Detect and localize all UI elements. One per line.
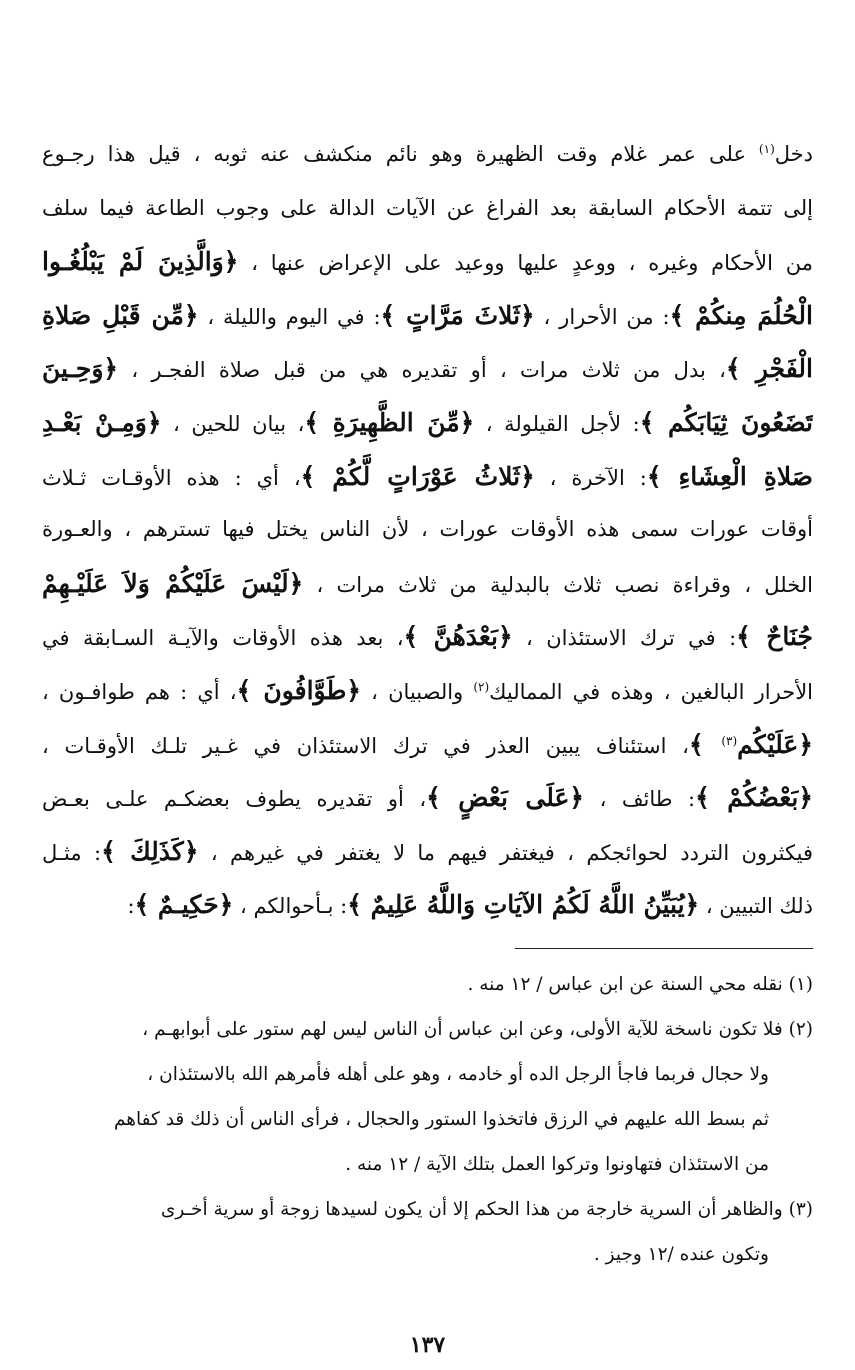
commentary-text: : مثـل	[42, 840, 102, 865]
text-line	[42, 182, 813, 236]
commentary-text: أوقات عورات سمى هذه الأوقات عورات ، لأن الناس يختل فيها تسترهم ، والعـورة	[42, 517, 813, 542]
quran-verse: الْفَجْرِ ﴾	[725, 354, 813, 384]
text-line	[42, 235, 813, 289]
text-line	[42, 557, 813, 611]
quran-verse: ﴿لَيْسَ عَلَيْكُمْ وَلاَ عَلَيْـهِمْ	[42, 568, 304, 598]
commentary-text: ، أي : هم طوافـون ،	[42, 679, 237, 704]
quran-verse: ﴿عَلَى بَعْضٍ ﴾	[426, 783, 585, 813]
commentary-text: ، بعد هذه الأوقات والآيـة السـابقة في	[42, 626, 404, 651]
text-line	[42, 342, 813, 396]
footnote: (٢) فلا تكون ناسخة للآية الأولى، وعن ابن عباس أن الناس ليس لهم ستور على أبوابهـم ،	[142, 1019, 813, 1040]
commentary-text: ، أو تقديره يطوف بعضكـم علـى بعـض	[42, 787, 427, 812]
quran-verse: ﴿طَوَّافُونَ ﴾	[236, 675, 362, 705]
commentary-text: ، أي : هذه الأوقـات ثـلاث	[42, 465, 301, 490]
quran-verse: ﴿كَذَلِكَ ﴾	[101, 836, 199, 866]
quran-verse: ﴿بَعْدَهُنَّ ﴾	[403, 622, 513, 652]
quran-verse: ﴿وَحِـينَ	[42, 354, 119, 384]
text-line	[42, 450, 813, 504]
quran-verse: ﴿حَكِيـمٌ ﴾	[134, 890, 234, 920]
text-line	[42, 128, 813, 182]
text-line	[42, 718, 813, 772]
text-line	[42, 610, 813, 664]
quran-verse: ﴿ثَلاثَ مَرَّاتٍ ﴾	[380, 300, 535, 330]
text-line	[42, 289, 813, 343]
text-line	[42, 825, 813, 879]
quran-verse: صَلاةِ الْعِشَاءِ ﴾	[646, 461, 813, 491]
quran-verse: ﴿وَالَّذِينَ لَمْ يَبْلُغُـوا	[42, 247, 239, 277]
text-line	[42, 878, 813, 932]
quran-verse: ﴿مِّنَ الظَّهِيرَةِ ﴾	[304, 407, 475, 437]
quran-verse: ﴿وَمِـنْ بَعْـدِ	[42, 407, 162, 437]
commentary-text: : في اليوم والليلة ،	[198, 304, 381, 329]
quran-verse: ﴿ثَلاثُ عَوْرَاتٍ لَّكُمْ ﴾	[300, 461, 535, 491]
quran-verse: الْحُلُمَ مِنكُمْ ﴾	[669, 300, 813, 330]
commentary-text: الخلل ، وقراءة نصب ثلاث بالبدلية من ثلاث مرات ،	[303, 572, 813, 597]
quran-verse: تَضَعُونَ ثِيَابَكُم ﴾	[639, 407, 813, 437]
commentary-text: والصبيان ،	[361, 679, 474, 704]
commentary-text: : لأجل القيلولة ،	[474, 411, 640, 436]
footnote: (٣) والظاهر أن السرية خارجة من هذا الحكم إلا أن يكون لسيدها زوجة أو سرية أخـرى	[160, 1199, 813, 1220]
commentary-text: الأحرار البالغين ، وهذه في المماليك	[489, 679, 813, 704]
quran-verse: ﴿مِّن قَبْلِ صَلاةِ	[42, 300, 199, 330]
text-line	[42, 396, 813, 450]
commentary-text: :	[127, 894, 135, 919]
footnote: (١) نقله محي السنة عن ابن عباس / ١٢ منه .	[467, 974, 813, 995]
commentary-text: على عمر غلام وقت الظهيرة وهو نائم منكشف عنه ثوبه ، قيل هذا رجـوع	[42, 142, 759, 166]
main-text-body	[42, 128, 813, 932]
page-number: ١٣٧	[409, 1332, 446, 1358]
commentary-text: : من الأحرار ،	[534, 304, 670, 329]
text-line	[42, 664, 813, 718]
quran-verse: جُنَاحٌ ﴾	[736, 622, 813, 652]
commentary-text: فيكثرون التردد لحوائجكم ، فيغتفر فيهم ما لا يغتفر في غيرهم ،	[198, 840, 813, 865]
footnote-continuation: وتكون عنده /١٢ وجيز .	[593, 1244, 769, 1265]
footnote-separator	[515, 948, 813, 949]
commentary-text: ، بيان للحين ،	[161, 411, 305, 436]
footnote-marker: (٢)	[473, 679, 490, 694]
text-line	[42, 771, 813, 825]
commentary-text: : طائف ،	[584, 787, 696, 812]
quran-verse: ﴿يُبَيِّنُ اللَّهُ لَكُمُ الآيَاتِ وَاللَّهُ عَلِيمٌ ﴾	[347, 890, 700, 920]
quran-verse: ﴿بَعْضُكُمْ ﴾	[695, 783, 813, 813]
footnote-marker: (٣)	[721, 733, 738, 748]
commentary-text: : في ترك الاستئذان ،	[512, 626, 737, 651]
commentary-text: ، استئناف يبين العذر في ترك الاستئذان في غـير تلـك الأوقـات ،	[42, 733, 689, 758]
quran-verse: ﴾	[688, 729, 722, 759]
commentary-text: ، بدل من ثلاث مرات ، أو تقديره هي من قبل صلاة الفجـر ،	[118, 358, 726, 383]
footnote-continuation: ولا حجال فربما فاجأ الرجل الده أو خادمه ، وهو على أهله فأمرهم الله بالاستئذان ،	[147, 1064, 769, 1085]
commentary-text: دخل	[774, 142, 813, 166]
quran-verse: ﴿عَلَيْكُم	[737, 729, 813, 759]
commentary-text: : الآخرة ،	[534, 465, 647, 490]
footnote-continuation: من الاستئذان فتهاونوا وتركوا العمل بتلك الآية / ١٢ منه .	[345, 1154, 769, 1175]
commentary-text: : بـأحوالكم ،	[233, 894, 348, 919]
footnote-continuation: ثم بسط الله عليهم في الرزق فاتخذوا الستور والحجال ، فرأى الناس أن ذلك قد كفاهم	[113, 1109, 769, 1130]
text-line	[42, 503, 813, 557]
commentary-text: ذلك التبيين ،	[699, 894, 813, 919]
footnotes	[42, 962, 813, 1277]
footnote-marker: (١)	[758, 142, 775, 156]
commentary-text: إلى تتمة الأحكام السابقة بعد الفراغ عن الآيات الدالة على وجوب الطاعة فيما سلف	[42, 195, 813, 220]
commentary-text: من الأحكام وغيره ، ووعدٍ عليها ووعيد على الإعراض عنها ،	[238, 251, 813, 276]
